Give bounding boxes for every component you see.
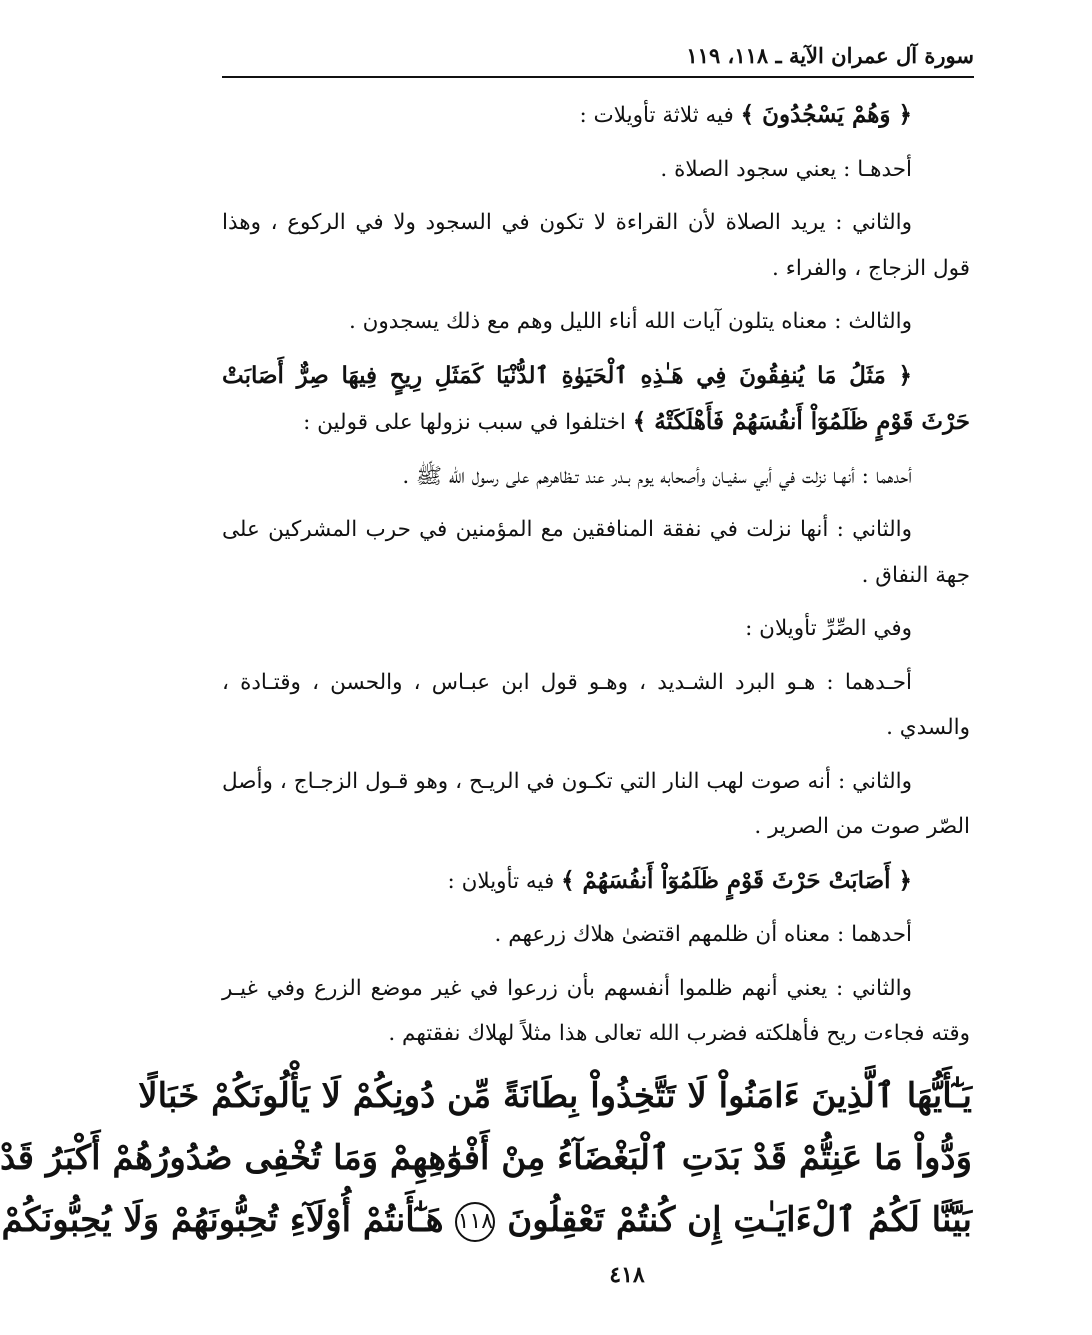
paragraph-text: أحدهما : معناه أن ظلمهم اقتضىٰ هلاك زرعهم . (494, 922, 912, 947)
paragraph (222, 147, 970, 193)
paragraph-text: فيه تأويلان : (447, 868, 562, 894)
commentary-body (222, 92, 970, 1065)
paragraph-text: والثاني : أنه صوت لهب النار التي تكـون في الريـح ، وهو قـول الزجـاج ، وأصل الصّر صوت من الصرير . (222, 768, 970, 839)
paragraph-text: والثالث : معناه يتلون آيات الله أناء الليل وهم مع ذلك يسجدون . (348, 309, 912, 334)
paragraph (222, 200, 970, 291)
paragraph (222, 353, 970, 446)
page-number: ٤١٨ (609, 1262, 645, 1288)
verse-line: يَـٰٓأَيُّهَا ٱلَّذِينَ ءَامَنُواْ لَا تَتَّخِذُواْ بِطَانَةً مِّن دُونِكُمْ لَا يَأْلُونَكُمْ خَبَالًا (138, 1076, 972, 1116)
paragraph (222, 912, 970, 958)
running-header: سورة آل عمران الآية ـ ١١٨، ١١٩ (686, 43, 974, 68)
quran-quote: ﴿ مَثَلُ مَا يُنفِقُونَ فِي هَـٰذِهِ ٱلْحَيَوٰةِ ٱلدُّنْيَا كَمَثَلِ رِيحٍ فِيهَا صِرٌّ أَصَابَتْ حَرْثَ قَوْمٍ ظَلَمُوٓاْ أَنفُسَهُمْ فَأَهْلَكَتْهُ ﴾ (222, 361, 970, 435)
verse-line: وَدُّواْ مَا عَنِتُّمْ قَدْ بَدَتِ ٱلْبَغْضَآءُ مِنْ أَفْوَٰهِهِمْ وَمَا تُخْفِى صُدُورُهُمْ أَكْبَرُ قَدْ (0, 1138, 972, 1178)
paragraph (222, 660, 970, 751)
header-rule (222, 76, 974, 78)
quran-verse-block (0, 1065, 972, 1251)
paragraph-text: أحـدهما : هـو البرد الشـديد ، وهـو قول ابن عبـاس ، والحسن ، وقتـادة ، والسدي . (222, 669, 970, 740)
paragraph (222, 858, 970, 905)
paragraph-text: والثاني : أنها نزلت في نفقة المنافقين مع المؤمنين في حرب المشركين على جهة النفاق . (222, 517, 970, 588)
paragraph (222, 454, 970, 500)
paragraph (222, 759, 970, 850)
quran-quote: ﴿ وَهُمْ يَسْجُدُونَ ﴾ (740, 101, 912, 128)
paragraph (222, 299, 970, 345)
paragraph (222, 966, 970, 1057)
verse-text: هَـٰٓأَنتُمْ أُوْلَآءِ تُحِبُّونَهُمْ وَلَا يُحِبُّونَكُمْ (1, 1200, 444, 1240)
paragraph (222, 92, 970, 139)
quran-quote: ﴿ أَصَابَتْ حَرْثَ قَوْمٍ ظَلَمُوٓاْ أَنفُسَهُمْ ﴾ (561, 866, 912, 894)
paragraph-text: والثاني : يعني أنهم ظلموا أنفسهم بأن زرعوا في غير موضع الزرع وفي غيـر وقته فجاءت ريح فأهلكته فضرب الله تعالى هذا مثلاً لهلاك نفقتهم . (222, 975, 970, 1046)
paragraph-text: وفي الصِّرِّ تأويلان : (745, 616, 912, 641)
paragraph-text: فيه ثلاثة تأويلات : (579, 103, 741, 128)
paragraph-text: اختلفوا في سبب نزولها على قولين : (303, 410, 633, 435)
paragraph-text: أحدهـا : يعني سجود الصلاة . (660, 156, 912, 182)
paragraph (222, 507, 970, 598)
ayah-number-marker: ١١٨ (455, 1202, 495, 1242)
paragraph-text: والثاني : يريد الصلاة لأن القراءة لا تكون في السجود ولا في الركوع ، وهذا قول الزجاج ، والفراء . (222, 210, 970, 281)
paragraph-text: أحدهما : أنهـا نزلت في أبي سفيـان وأصحابه يوم بـدر عند تـظاهرهم على رسول الله ﷺ . (402, 463, 912, 489)
paragraph (222, 606, 970, 652)
verse-line (1, 1189, 972, 1251)
verse-text: بَيَّنَّا لَكُمُ ٱلْءَايَـٰتِ إِن كُنتُمْ تَعْقِلُونَ (507, 1200, 972, 1240)
